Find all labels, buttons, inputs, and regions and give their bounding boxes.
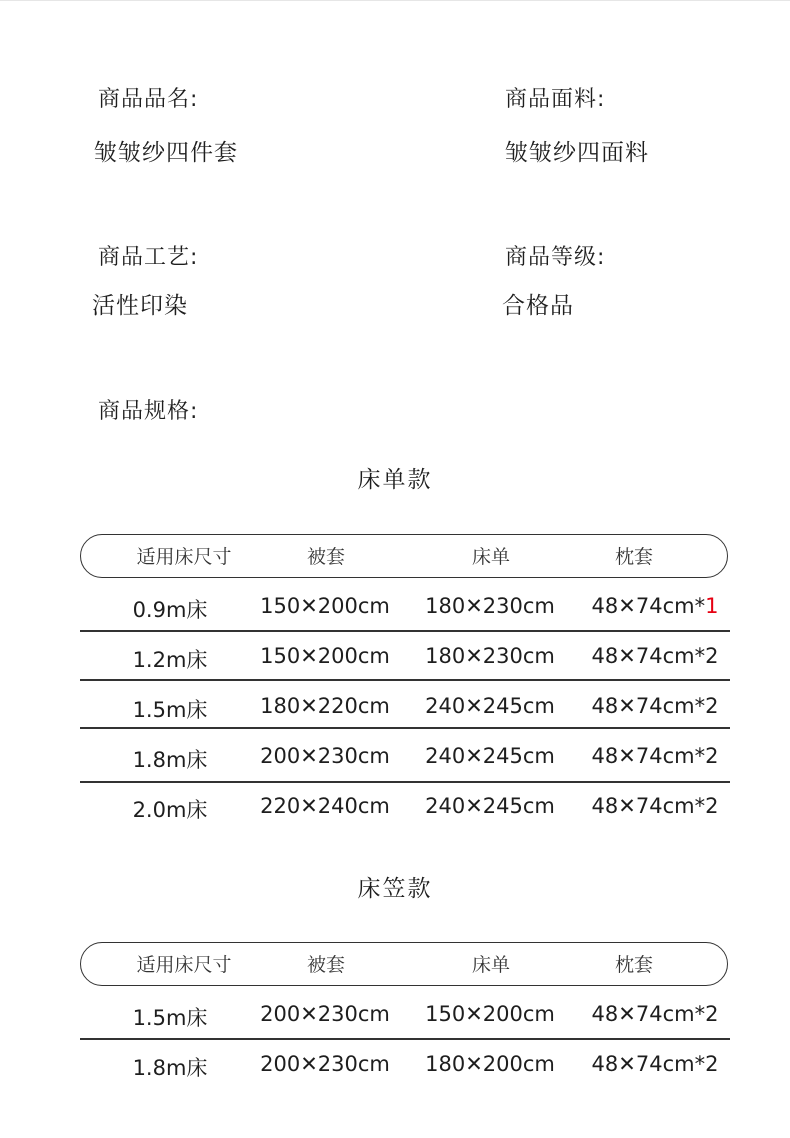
cell-sheet: 240✕245cm	[425, 744, 555, 768]
cell-sheet: 180✕230cm	[425, 644, 555, 668]
row-divider	[80, 679, 730, 681]
cell-duvet: 150✕200cm	[260, 644, 390, 668]
cell-sheet: 150✕200cm	[425, 1002, 555, 1026]
cell-bed-size: 0.9m床	[132, 598, 208, 622]
grade-label: 商品等级:	[505, 245, 606, 270]
cell-sheet: 240✕245cm	[425, 794, 555, 818]
sheet-table-header	[80, 534, 728, 578]
header-pillowcase: 枕套	[614, 546, 653, 568]
cell-sheet: 180✕200cm	[425, 1052, 555, 1076]
cell-bed-size: 1.8m床	[132, 748, 208, 772]
header-bed-size: 适用床尺寸	[136, 546, 232, 568]
craft-label: 商品工艺:	[98, 245, 199, 270]
cell-duvet: 150✕200cm	[260, 594, 390, 618]
pillowcase-count-highlight: 1	[705, 594, 719, 618]
cell-pillowcase: 48✕74cm*2	[591, 1002, 719, 1026]
header-bed-size: 适用床尺寸	[136, 954, 232, 976]
fitted-section-title: 床笠款	[357, 876, 433, 902]
row-divider	[80, 727, 730, 729]
header-sheet: 床单	[471, 546, 510, 568]
header-duvet: 被套	[306, 954, 345, 976]
cell-pillowcase	[570, 594, 740, 618]
pillowcase-size: 48✕74cm*	[591, 594, 706, 618]
cell-bed-size: 2.0m床	[132, 798, 208, 822]
cell-bed-size: 1.2m床	[132, 648, 208, 672]
row-divider	[80, 781, 730, 783]
cell-pillowcase: 48✕74cm*2	[591, 644, 719, 668]
sheet-section-title: 床单款	[357, 467, 433, 493]
row-divider	[80, 1038, 730, 1040]
fabric-value: 皱皱纱四面料	[505, 140, 649, 166]
cell-sheet: 180✕230cm	[425, 594, 555, 618]
fitted-table-header	[80, 942, 728, 986]
craft-value: 活性印染	[92, 293, 188, 319]
cell-bed-size: 1.8m床	[132, 1056, 208, 1080]
cell-sheet: 240✕245cm	[425, 694, 555, 718]
name-value: 皱皱纱四件套	[94, 140, 238, 166]
header-sheet: 床单	[471, 954, 510, 976]
fabric-label: 商品面料:	[505, 87, 606, 112]
cell-bed-size: 1.5m床	[132, 698, 208, 722]
header-pillowcase: 枕套	[614, 954, 653, 976]
cell-duvet: 200✕230cm	[260, 1002, 390, 1026]
cell-duvet: 180✕220cm	[260, 694, 390, 718]
cell-duvet: 200✕230cm	[260, 744, 390, 768]
cell-duvet: 220✕240cm	[260, 794, 390, 818]
cell-pillowcase: 48✕74cm*2	[591, 794, 719, 818]
cell-pillowcase: 48✕74cm*2	[591, 694, 719, 718]
top-divider	[0, 0, 790, 1]
spec-label: 商品规格:	[98, 399, 199, 424]
grade-value: 合格品	[502, 293, 574, 319]
cell-bed-size: 1.5m床	[132, 1006, 208, 1030]
cell-duvet: 200✕230cm	[260, 1052, 390, 1076]
name-label: 商品品名:	[98, 87, 199, 112]
header-duvet: 被套	[306, 546, 345, 568]
row-divider	[80, 630, 730, 632]
cell-pillowcase: 48✕74cm*2	[591, 1052, 719, 1076]
cell-pillowcase: 48✕74cm*2	[591, 744, 719, 768]
